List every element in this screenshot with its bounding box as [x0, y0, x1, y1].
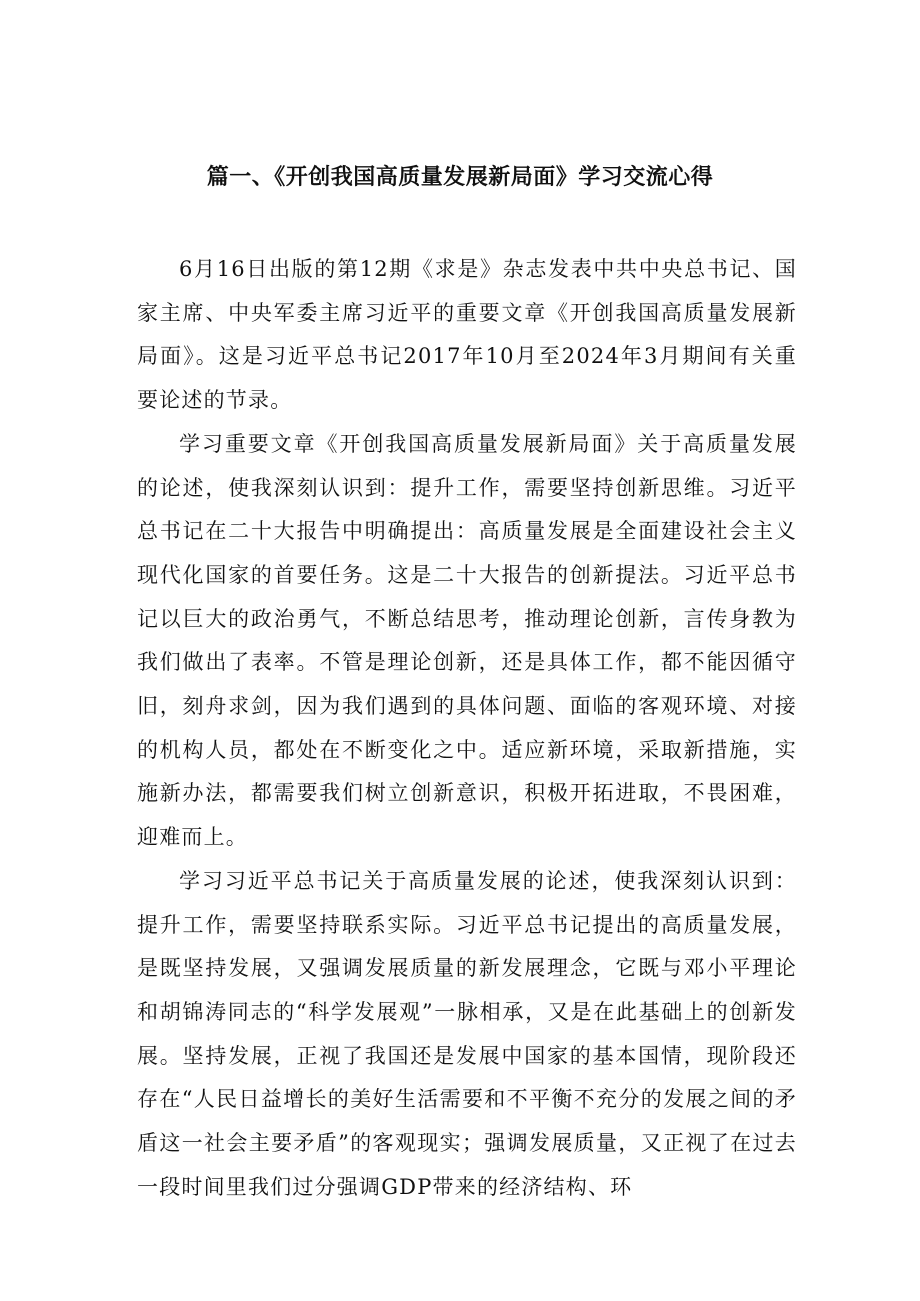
paragraph-2: 学习重要文章《开创我国高质量发展新局面》关于高质量发展的论述，使我深刻认识到：提升工作，需要坚持创新思维。习近平总书记在二十大报告中明确提出：高质量发展是全面建设社会主义现代化国家的首要任务。这是二十大报告的创新提法。习近平总书记以巨大的政治勇气，不断总结思考，推动理论创新，言传身教为我们做出了表率。不管是理论创新，还是具体工作，都不能因循守旧，刻舟求剑，因为我们遇到的具体问题、面临的客观环境、对接的机构人员，都处在不断变化之中。适应新环境，采取新措施，实施新办法，都需要我们树立创新意识，积极开拓进取，不畏困难，迎难而上。 — [137, 431, 797, 850]
paragraph-1: 6月16日出版的第12期《求是》杂志发表中共中央总书记、国家主席、中央军委主席习近平的重要文章《开创我国高质量发展新局面》。这是习近平总书记2017年10月至2024年3月期间有关重要论述的节录。 — [137, 257, 797, 413]
document-body — [137, 248, 797, 1209]
paragraph-3: 学习习近平总书记关于高质量发展的论述，使我深刻认识到：提升工作，需要坚持联系实际。习近平总书记提出的高质量发展，是既坚持发展，又强调发展质量的新发展理念，它既与邓小平理论和胡锦涛同志的“科学发展观”一脉相承，又是在此基础上的创新发展。坚持发展，正视了我国还是发展中国家的基本国情，现阶段还存在“人民日益增长的美好生活需要和不平衡不充分的发展之间的矛盾这一社会主要矛盾”的客观现实；强调发展质量，又正视了在过去一段时间里我们过分强调GDP带来的经济结构、环 — [137, 868, 797, 1199]
document-title: 篇一、《开创我国高质量发展新局面》学习交流心得 — [206, 165, 714, 190]
